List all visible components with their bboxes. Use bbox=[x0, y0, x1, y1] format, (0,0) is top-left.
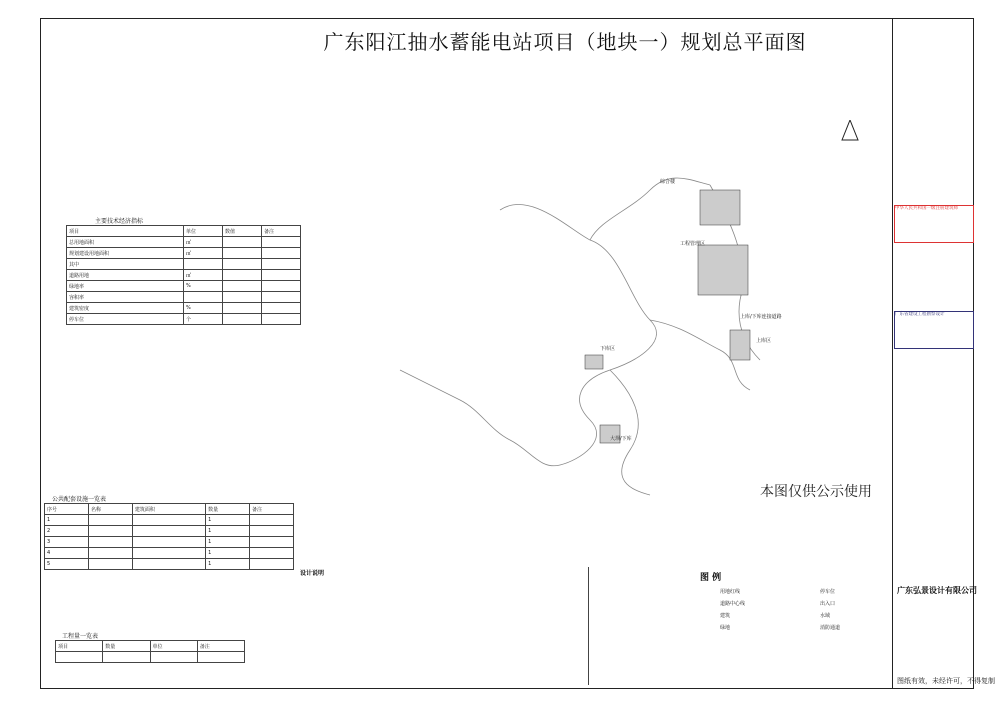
company-name: 广东弘景设计有限公司 bbox=[897, 586, 977, 595]
table-row: 项目 单位 数值 备注 bbox=[67, 226, 301, 237]
map-block-1 bbox=[700, 190, 740, 225]
table-row bbox=[56, 652, 245, 663]
table-row: 规划建设用地面积 ㎡ bbox=[67, 248, 301, 259]
design-notes bbox=[300, 570, 588, 577]
table-row: 项目 数量 单位 备注 bbox=[56, 641, 245, 652]
table-row: 道路用地 ㎡ bbox=[67, 270, 301, 281]
map-block-5 bbox=[585, 355, 603, 369]
map-label-0: 综合楼 bbox=[660, 179, 676, 185]
drawing-title: 广东阳江抽水蓄能电站项目（地块一）规划总平面图 bbox=[323, 30, 807, 54]
table-row: 3 1 bbox=[45, 537, 294, 548]
public-notice: 本图仅供公示使用 bbox=[760, 484, 872, 500]
map-label-5: 上库/下库连接道路 bbox=[740, 314, 782, 320]
table-row: 1 1 bbox=[45, 515, 294, 526]
table2-title: 公共配套设施一览表 bbox=[52, 496, 107, 503]
map-label-2: 上库区 bbox=[756, 338, 772, 344]
indicator-table bbox=[66, 225, 301, 325]
legend-item: 出入口 bbox=[820, 601, 836, 607]
map-label-1: 工程管理区 bbox=[680, 241, 706, 247]
copyright-note: 图纸有效，未经许可，不得复制 bbox=[897, 677, 995, 685]
table-row: 4 1 bbox=[45, 548, 294, 559]
legend-title: 图 例 bbox=[700, 573, 722, 583]
table-row: 其中 bbox=[67, 259, 301, 270]
map-label-3: 下库区 bbox=[600, 346, 616, 352]
legend-item: 停车位 bbox=[820, 589, 836, 595]
table3-title: 工程量一览表 bbox=[62, 633, 99, 640]
table-row: 绿地率 % bbox=[67, 281, 301, 292]
map-block-3 bbox=[730, 330, 750, 360]
table1-title: 主要技术经济指标 bbox=[95, 218, 144, 225]
legend-panel bbox=[588, 567, 891, 685]
north-arrow-icon bbox=[842, 120, 858, 140]
legend-item: 绿地 bbox=[720, 625, 731, 631]
legend-item: 消防通道 bbox=[820, 625, 841, 631]
table-row: 5 1 bbox=[45, 559, 294, 570]
table-row: 序号 名称 建筑面积 数量 备注 bbox=[45, 504, 294, 515]
table-row: 建筑密度 % bbox=[67, 303, 301, 314]
notes-title: 设计说明 bbox=[300, 570, 325, 577]
quantity-table bbox=[55, 640, 245, 663]
facility-table bbox=[44, 503, 294, 570]
legend-item: 水域 bbox=[820, 613, 831, 619]
legend-item: 道路中心线 bbox=[720, 601, 746, 607]
table-row: 停车位 个 bbox=[67, 314, 301, 325]
legend-item: 用地红线 bbox=[720, 589, 741, 595]
qualification-stamp: 广东省建设工程勘察设计 bbox=[894, 311, 974, 349]
legend-item: 建筑 bbox=[720, 613, 731, 619]
table-row: 总用地面积 ㎡ bbox=[67, 237, 301, 248]
site-plan-map bbox=[330, 120, 890, 500]
map-label-4: 大坝/下库 bbox=[610, 436, 632, 442]
table-row: 2 1 bbox=[45, 526, 294, 537]
architect-stamp: 中华人民共和国一级注册建筑师 bbox=[894, 205, 974, 243]
map-block-2 bbox=[698, 245, 748, 295]
table-row: 容积率 bbox=[67, 292, 301, 303]
